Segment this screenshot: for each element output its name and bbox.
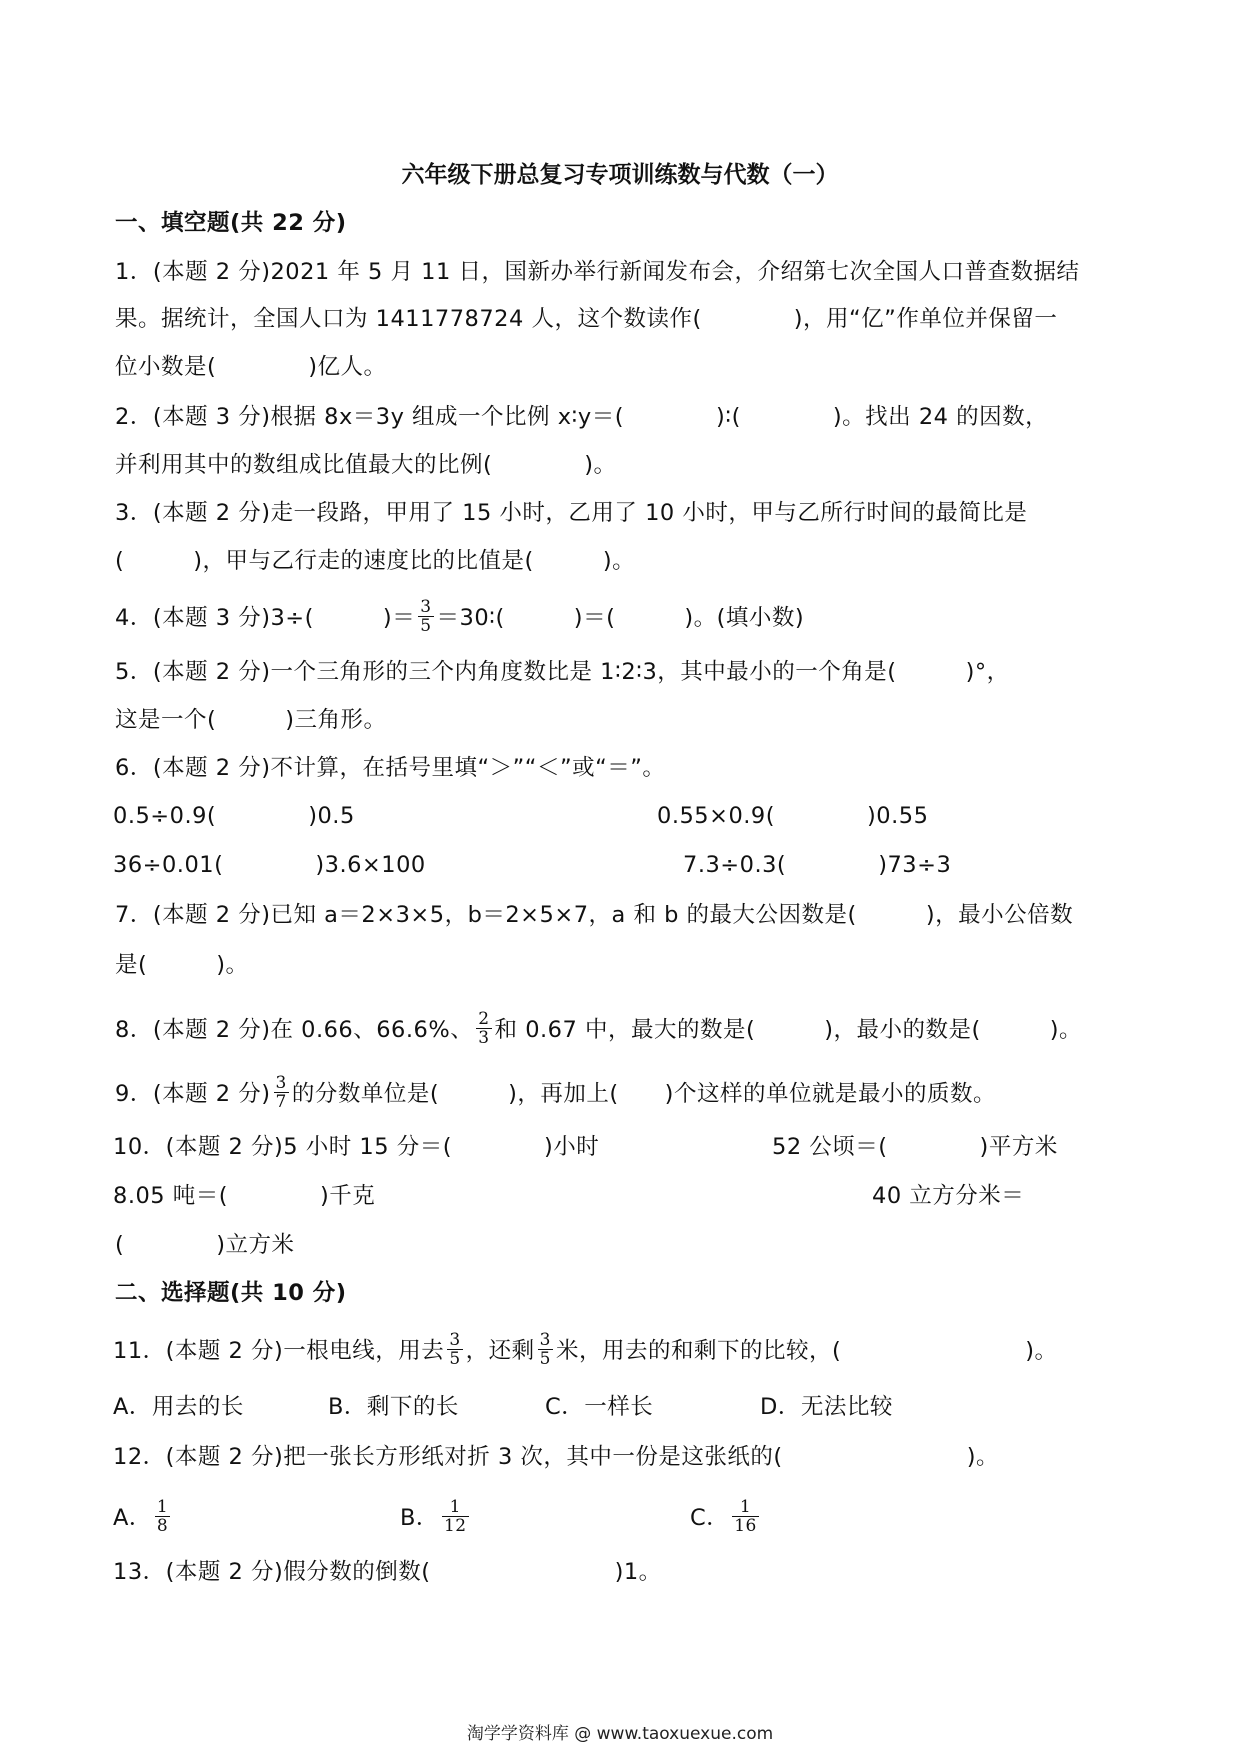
option-b[interactable]: B．剩下的长 bbox=[328, 1394, 459, 1420]
question-3-line-2: ( )，甲与乙行走的速度比的比值是( )。 bbox=[115, 548, 636, 574]
question-6-compare-1: 0.5÷0.9( )0.5 bbox=[113, 803, 355, 829]
question-9-text-b: 的分数单位是( )，再加上( )个这样的单位就是最小的质数。 bbox=[291, 1081, 996, 1107]
question-5-line-1: 5．(本题 2 分)一个三角形的三个内角度数比是 1∶2∶3，其中最小的一个角是( )°， bbox=[115, 659, 1010, 685]
option-c[interactable]: C．一样长 bbox=[545, 1394, 654, 1420]
question-2-line-1: 2．(本题 3 分)根据 8x＝3y 组成一个比例 x∶y＝( )∶( )。找出 24 的因数， bbox=[115, 404, 1049, 430]
fraction-two-thirds: $\frac{2}{3}$ bbox=[478, 1009, 490, 1048]
question-1-line-2: 果。据统计，全国人口为 1411778724 人，这个数读作( )，用“亿”作单位并保留一 bbox=[115, 306, 1058, 332]
question-6-line-1: 6．(本题 2 分)不计算，在括号里填“＞”“＜”或“＝”。 bbox=[115, 755, 666, 781]
question-4-text-b: ＝30∶( )＝( )。(填小数) bbox=[436, 605, 805, 631]
fraction-one-eighth: $\frac{1}{8}$ bbox=[156, 1497, 169, 1536]
fraction-three-sevenths: $\frac{3}{7}$ bbox=[275, 1073, 287, 1112]
question-12-line-1: 12．(本题 2 分)把一张长方形纸对折 3 次，其中一份是这张纸的( )。 bbox=[113, 1444, 999, 1470]
question-9 bbox=[115, 1073, 996, 1113]
section-heading-multiple-choice: 二、选择题(共 10 分) bbox=[115, 1280, 347, 1306]
fraction-three-fifths: $\frac{3}{5}$ bbox=[449, 1330, 461, 1369]
fraction-three-fifths: $\frac{3}{5}$ bbox=[539, 1330, 551, 1369]
option-c[interactable]: C． $\frac{1}{16}$ bbox=[690, 1497, 757, 1536]
question-7-line-1: 7．(本题 2 分)已知 a＝2×3×5，b＝2×5×7，a 和 b 的最大公因数是( )，最小公倍数 bbox=[115, 902, 1074, 928]
question-5-line-2: 这是一个( )三角形。 bbox=[115, 707, 387, 733]
question-2-line-2: 并利用其中的数组成比值最大的比例( )。 bbox=[115, 452, 617, 478]
question-4-text-a: 4．(本题 3 分)3÷( )＝ bbox=[115, 605, 416, 631]
section-heading-fill-blank: 一、填空题(共 22 分) bbox=[115, 210, 347, 236]
question-11-text-a: 11．(本题 2 分)一根电线，用去 bbox=[113, 1338, 445, 1364]
question-8-text-a: 8．(本题 2 分)在 0.66、66.6%、 bbox=[115, 1017, 474, 1043]
fraction-three-fifths: $\frac{3}{5}$ bbox=[420, 597, 432, 636]
question-13-line-1: 13．(本题 2 分)假分数的倒数( )1。 bbox=[113, 1559, 662, 1585]
question-8-text-b: 和 0.67 中，最大的数是( )，最小的数是( )。 bbox=[494, 1017, 1083, 1043]
option-a[interactable]: A．用去的长 bbox=[113, 1394, 244, 1420]
question-6-compare-3: 36÷0.01( )3.6×100 bbox=[113, 852, 426, 878]
page-title: 六年级下册总复习专项训练数与代数（一） bbox=[401, 162, 839, 188]
question-4 bbox=[115, 597, 805, 637]
question-1-line-1: 1．(本题 2 分)2021 年 5 月 11 日，国新办举行新闻发布会，介绍第七次全国人口普查数据结 bbox=[115, 259, 1080, 285]
question-6-compare-4: 7.3÷0.3( )73÷3 bbox=[683, 852, 952, 878]
footer-watermark: 淘学学资料库 @ www.taoxuexue.com bbox=[466, 1724, 774, 1744]
question-10-item-3: 8.05 吨＝( )千克 bbox=[113, 1183, 376, 1209]
question-7-line-2: 是( )。 bbox=[115, 952, 249, 978]
fraction-one-twelfth: $\frac{1}{12}$ bbox=[443, 1497, 467, 1536]
question-10-item-2: 52 公顷＝( )平方米 bbox=[772, 1134, 1058, 1160]
option-d[interactable]: D．无法比较 bbox=[760, 1394, 893, 1420]
question-1-line-3: 位小数是( )亿人。 bbox=[115, 354, 387, 380]
question-10-item-4: 40 立方分米＝ bbox=[872, 1183, 1025, 1209]
question-10-item-1: 10．(本题 2 分)5 小时 15 分＝( )小时 bbox=[113, 1134, 600, 1160]
question-11-text-c: 米，用去的和剩下的比较，( )。 bbox=[555, 1338, 1058, 1364]
question-8 bbox=[115, 1009, 1083, 1049]
option-b[interactable]: B． $\frac{1}{12}$ bbox=[400, 1497, 467, 1536]
question-9-text-a: 9．(本题 2 分) bbox=[115, 1081, 271, 1107]
option-a[interactable]: A． $\frac{1}{8}$ bbox=[113, 1497, 169, 1536]
question-11 bbox=[113, 1330, 1058, 1370]
fraction-one-sixteenth: $\frac{1}{16}$ bbox=[734, 1497, 757, 1536]
question-11-text-b: ，还剩 bbox=[465, 1338, 535, 1364]
question-3-line-1: 3．(本题 2 分)走一段路，甲用了 15 小时，乙用了 10 小时，甲与乙所行时间的最简比是 bbox=[115, 500, 1028, 526]
question-6-compare-2: 0.55×0.9( )0.55 bbox=[657, 803, 929, 829]
question-10-item-5: ( )立方米 bbox=[115, 1232, 295, 1258]
